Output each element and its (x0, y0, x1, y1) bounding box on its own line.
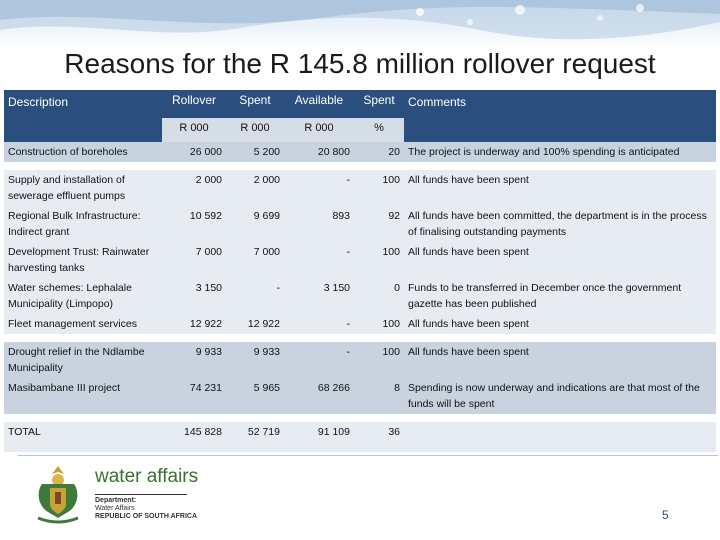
row-spent: 12 922 (226, 314, 284, 334)
row-available: 3 150 (284, 278, 354, 314)
page-title: Reasons for the R 145.8 million rollover request (64, 48, 656, 79)
total-spent-pct: 36 (354, 422, 404, 452)
row-gap (4, 414, 716, 422)
row-spent-pct: 92 (354, 206, 404, 242)
unit-spent: R 000 (226, 118, 284, 142)
total-comment (404, 422, 716, 452)
row-description: Drought relief in the Ndlambe Municipality (4, 342, 162, 378)
row-spent: 7 000 (226, 242, 284, 278)
row-spent: 9 699 (226, 206, 284, 242)
row-comment: All funds have been spent (404, 170, 716, 206)
row-available: - (284, 314, 354, 334)
table-row (4, 378, 716, 414)
table-row (4, 242, 716, 278)
row-description: Regional Bulk Infrastructure: Indirect grant (4, 206, 162, 242)
row-spent-pct: 100 (354, 342, 404, 378)
row-rollover: 12 922 (162, 314, 226, 334)
row-rollover: 7 000 (162, 242, 226, 278)
footer-divider (18, 455, 718, 456)
table-row (4, 206, 716, 242)
unit-available: R 000 (284, 118, 354, 142)
row-rollover: 3 150 (162, 278, 226, 314)
header-spent: Spent (226, 90, 284, 118)
row-spent-pct: 0 (354, 278, 404, 314)
table-header-row (4, 90, 716, 118)
total-rollover: 145 828 (162, 422, 226, 452)
unit-rollover: R 000 (162, 118, 226, 142)
row-available: - (284, 242, 354, 278)
country-name: REPUBLIC OF SOUTH AFRICA (95, 513, 198, 520)
row-spent-pct: 100 (354, 314, 404, 334)
row-available: 20 800 (284, 142, 354, 162)
row-spent: 9 933 (226, 342, 284, 378)
coat-of-arms-logo (28, 462, 88, 526)
row-spent: 2 000 (226, 170, 284, 206)
row-description: Construction of boreholes (4, 142, 162, 162)
row-available: 68 266 (284, 378, 354, 414)
water-splash-banner (0, 0, 720, 48)
header-spent-pct: Spent (354, 90, 404, 118)
header-rollover: Rollover (162, 90, 226, 118)
table-row (4, 278, 716, 314)
department-name: Water Affairs (95, 505, 135, 512)
row-comment: Funds to be transferred in December once the government gazette has been published (404, 278, 716, 314)
row-comment: All funds have been spent (404, 342, 716, 378)
row-description: Masibambane III project (4, 378, 162, 414)
row-comment: All funds have been committed, the department is in the process of finalising outstanding payments (404, 206, 716, 242)
row-spent: 5 200 (226, 142, 284, 162)
row-spent-pct: 100 (354, 242, 404, 278)
row-rollover: 74 231 (162, 378, 226, 414)
table-row (4, 142, 716, 162)
row-spent-pct: 8 (354, 378, 404, 414)
department-label: Department: (95, 497, 137, 504)
total-row (4, 422, 716, 452)
row-gap (4, 162, 716, 170)
row-comment: All funds have been spent (404, 242, 716, 278)
row-spent-pct: 100 (354, 170, 404, 206)
row-rollover: 10 592 (162, 206, 226, 242)
table-row (4, 342, 716, 378)
row-spent-pct: 20 (354, 142, 404, 162)
row-spent: 5 965 (226, 378, 284, 414)
row-available: 893 (284, 206, 354, 242)
unit-spent-pct: % (354, 118, 404, 142)
header-available: Available (284, 90, 354, 118)
header-description: Description (4, 90, 162, 142)
row-rollover: 26 000 (162, 142, 226, 162)
header-comments: Comments (404, 90, 716, 142)
row-description: Water schemes: Lephalale Municipality (Limpopo) (4, 278, 162, 314)
page-number: 5 (662, 508, 669, 522)
table-row (4, 314, 716, 334)
row-description: Development Trust: Rainwater harvesting tanks (4, 242, 162, 278)
total-label: TOTAL (4, 422, 162, 452)
row-spent: - (226, 278, 284, 314)
row-description: Supply and installation of sewerage effluent pumps (4, 170, 162, 206)
row-rollover: 9 933 (162, 342, 226, 378)
total-spent: 52 719 (226, 422, 284, 452)
row-gap (4, 334, 716, 342)
row-available: - (284, 170, 354, 206)
row-available: - (284, 342, 354, 378)
row-description: Fleet management services (4, 314, 162, 334)
row-rollover: 2 000 (162, 170, 226, 206)
total-available: 91 109 (284, 422, 354, 452)
rollover-table (4, 90, 716, 452)
brand-underline (95, 494, 187, 495)
brand-name: water affairs (95, 466, 199, 487)
row-comment: Spending is now underway and indications are that most of the funds will be spent (404, 378, 716, 414)
row-comment: All funds have been spent (404, 314, 716, 334)
table-row (4, 170, 716, 206)
row-comment: The project is underway and 100% spending is anticipated (404, 142, 716, 162)
